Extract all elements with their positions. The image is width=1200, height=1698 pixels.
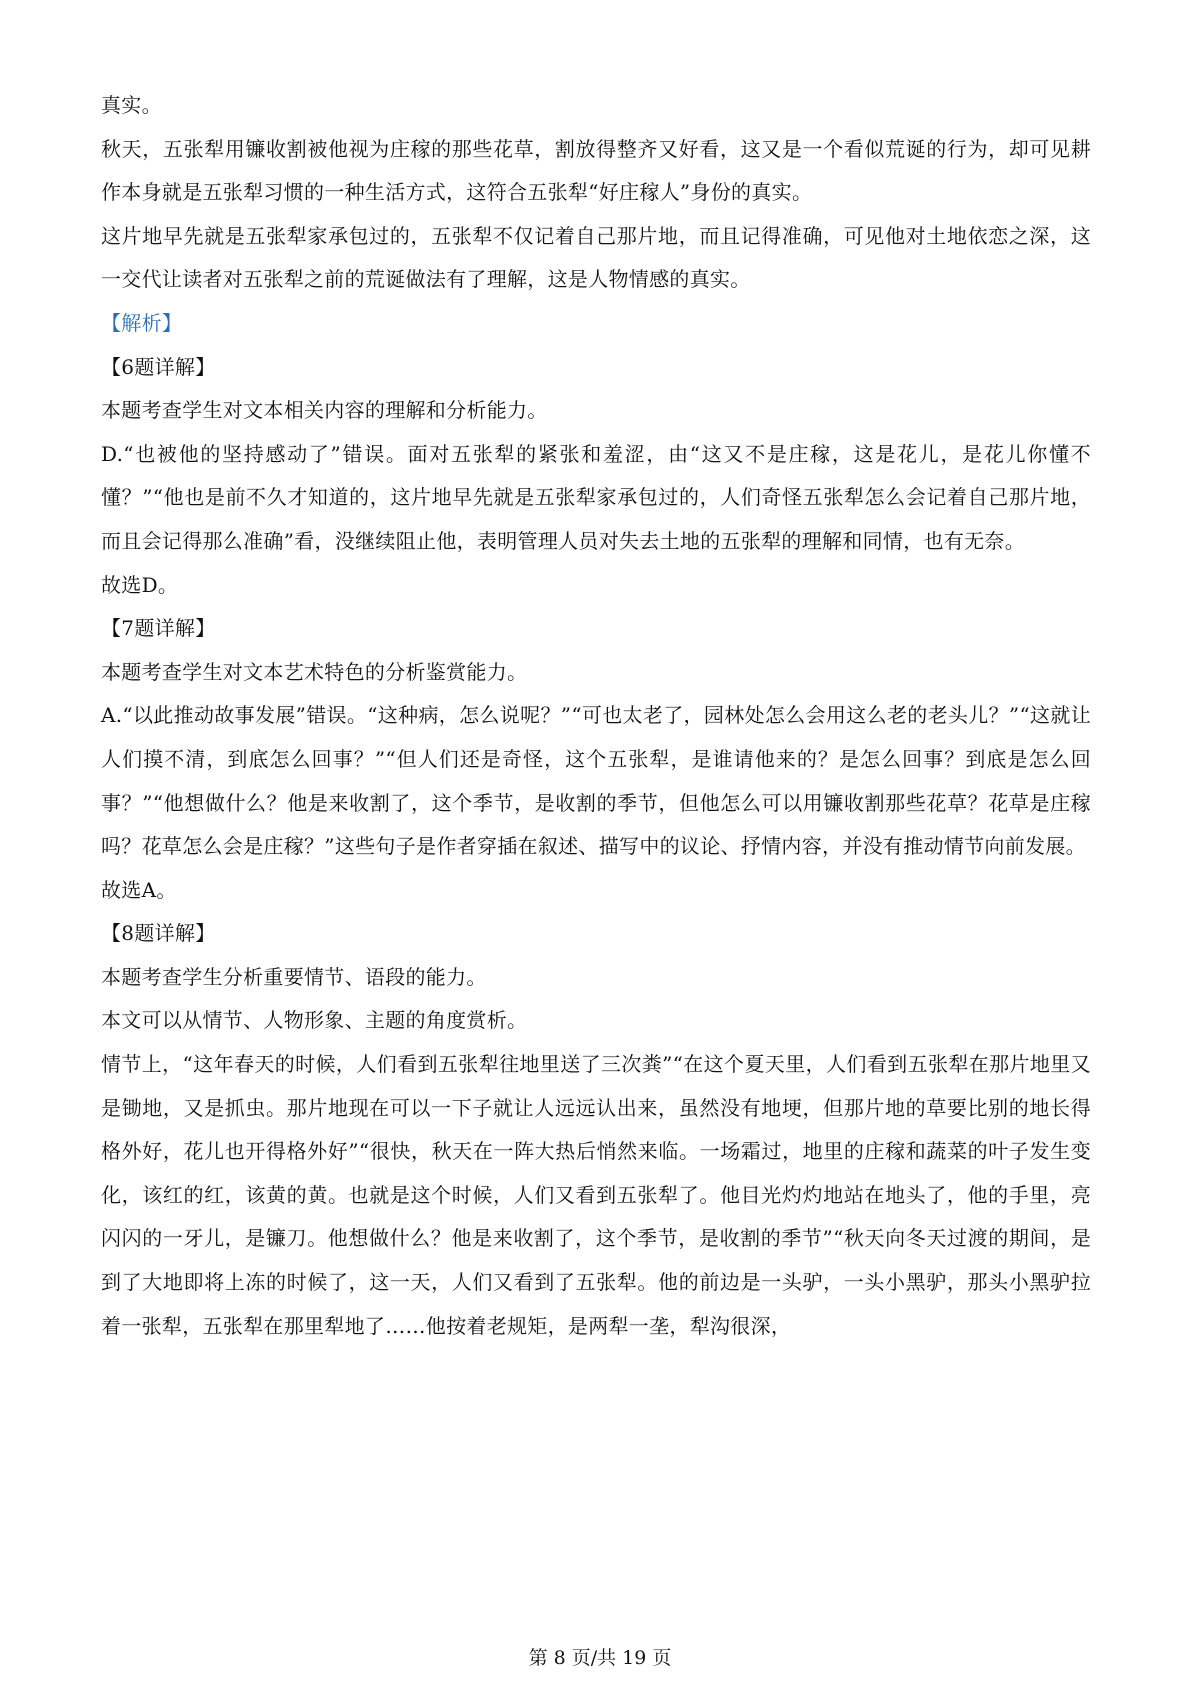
q8-intro: 本题考查学生分析重要情节、语段的能力。: [101, 964, 487, 989]
page-number-footer: 第 8 页/共 19 页: [528, 1647, 672, 1669]
q7-answer: 故选A。: [101, 877, 177, 902]
q7-heading: 【7题详解】: [101, 616, 216, 641]
paragraph-autumn-harvest: 秋天，五张犁用镰收割被他视为庄稼的那些花草，割放得整齐又好看，这又是一个看似荒诞的行为，却可见耕作本身就是五张犁习惯的一种生活方式，这符合五张犁“好庄稼人”身份的真实。: [101, 136, 1091, 205]
q6-explanation: D.“也被他的坚持感动了”错误。面对五张犁的紧张和羞涩，由“这又不是庄稼，这是花儿，是花儿你懂不懂？”“他也是前不久才知道的，这片地早先就是五张犁家承包过的，人们奇怪五张犁怎么会记着自己那片地，而且会记得那么准确”看，没继续阻止他，表明管理人员对失去土地的五张犁的理解和同情，也有无奈。: [101, 441, 1091, 553]
q7-explanation: A.“以此推动故事发展”错误。“这种病，怎么说呢？”“可也太老了，园林处怎么会用这么老的老头儿？”“这就让人们摸不清，到底怎么回事？”“但人们还是奇怪，这个五张犁，是谁请他来的？是怎么回事？到底是怎么回事？”“他想做什么？他是来收割了，这个季节，是收割的季节，但他怎么可以用镰收割那些花草？花草是庄稼吗？花草怎么会是庄稼？”这些句子是作者穿插在叙述、描写中的议论、抒情内容，并没有推动情节向前发展。: [101, 703, 1091, 859]
document-body: [101, 84, 1091, 1348]
q6-answer: 故选D。: [101, 572, 179, 597]
q6-heading: 【6题详解】: [101, 354, 216, 379]
paragraph-truth-end: 真实。: [101, 93, 162, 117]
q8-approach: 本文可以从情节、人物形象、主题的角度赏析。: [101, 1008, 528, 1033]
q8-heading: 【8题详解】: [101, 921, 216, 946]
q7-intro: 本题考查学生对文本艺术特色的分析鉴赏能力。: [101, 659, 528, 684]
analysis-heading: 【解析】: [101, 310, 183, 335]
paragraph-land-attachment: 这片地早先就是五张犁家承包过的，五张犁不仅记着自己那片地，而且记得准确，可见他对土地依恋之深，这一交代让读者对五张犁之前的荒诞做法有了理解，这是人物情感的真实。: [101, 223, 1091, 292]
q6-intro: 本题考查学生对文本相关内容的理解和分析能力。: [101, 398, 548, 423]
q8-plot-analysis: 情节上，“这年春天的时候，人们看到五张犁往地里送了三次粪”“在这个夏天里，人们看到五张犁在那片地里又是锄地，又是抓虫。那片地现在可以一下子就让人远远认出来，虽然没有地埂，但那片地的草要比别的地长得格外好，花儿也开得格外好”“很快，秋天在一阵大热后悄然来临。一场霜过，地里的庄稼和蔬菜的叶子发生变化，该红的红，该黄的黄。也就是这个时候，人们又看到五张犁了。他目光灼灼地站在地头了，他的手里，亮闪闪的一牙儿，是镰刀。他想做什么？他是来收割了，这个季节，是收割的季节”“秋天向冬天过渡的期间，是到了大地即将上冻的时候了，这一天，人们又看到了五张犁。他的前边是一头驴，一头小黑驴，那头小黑驴拉着一张犁，五张犁在那里犁地了……他按着老规矩，是两犁一垄，犁沟很深，: [101, 1052, 1091, 1338]
